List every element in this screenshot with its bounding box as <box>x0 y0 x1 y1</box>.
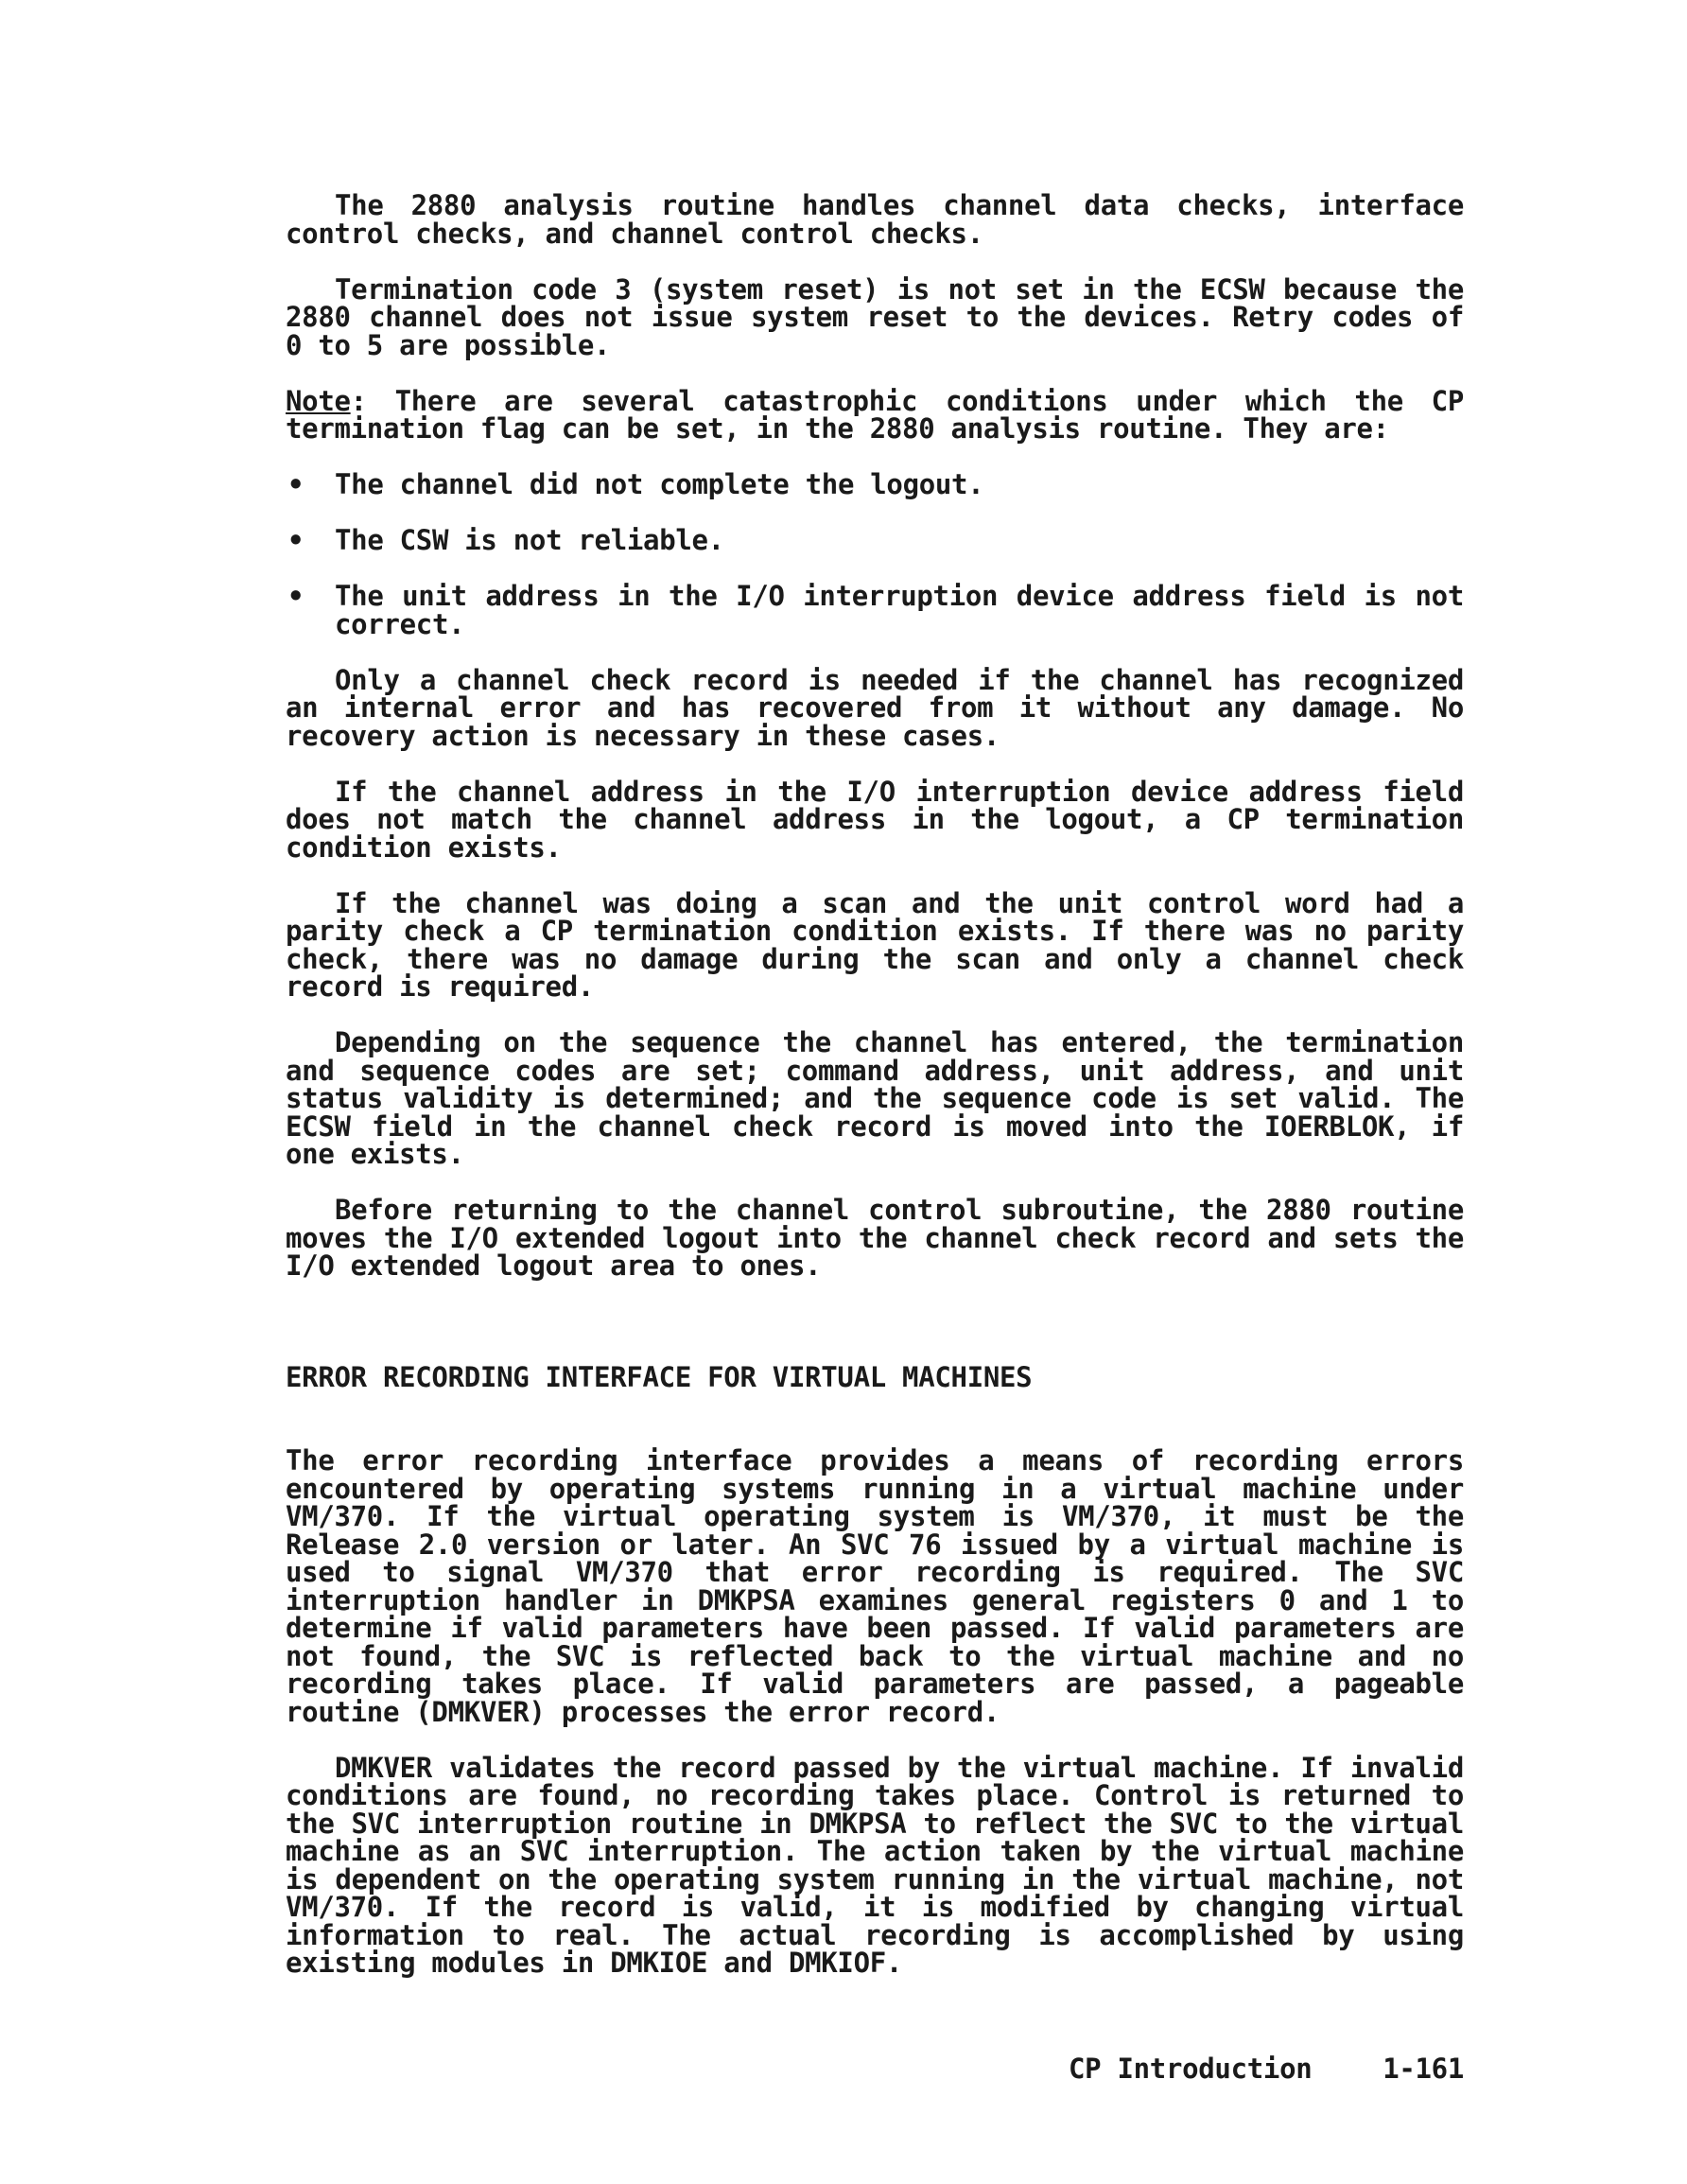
note-label: Note <box>286 384 351 417</box>
bullet-icon: • <box>287 580 304 612</box>
page-footer <box>1069 2055 1464 2084</box>
body-paragraph: Before returning to the channel control subroutine, the 2880 routine moves the I/O extended logout into the channel check record and sets the I/O extended logout area to ones. <box>286 1194 1464 1282</box>
footer-section-title: CP Introduction <box>1069 2053 1313 2085</box>
body-paragraph: Depending on the sequence the channel has entered, the termination and sequence codes are set; command address, unit address, and unit status validity is determined; and the sequence code is set valid. The ECSW field in the channel check record is moved into the IOERBLOK, if one exists. <box>286 1026 1464 1170</box>
body-paragraph: Only a channel check record is needed if the channel has recognized an internal error and has recovered from it without any damage. No recovery action is necessary in these cases. <box>286 663 1464 752</box>
page-number: 1-161 <box>1383 2053 1464 2085</box>
list-item <box>286 468 1464 500</box>
body-paragraph: If the channel was doing a scan and the unit control word had a parity check a CP termination condition exists. If there was no parity check, there was no damage during the scan and only a channel check record is required. <box>286 886 1464 1003</box>
body-paragraph: DMKVER validates the record passed by the virtual machine. If invalid conditions are found, no recording takes place. Control is returned to the SVC interruption routine in DMKPSA to reflect the SVC to the virtual machine as an SVC interruption. The action taken by the virtual machine is dependent on the operating system running in the virtual machine, not VM/370. If the record is valid, it is modified by changing virtual information to real. The actual recording is accomplished by using existing modules in DMKIOE and DMKIOF. <box>286 1751 1464 1979</box>
bullet-icon: • <box>287 468 304 500</box>
list-item-text: The CSW is not reliable. <box>335 524 724 556</box>
list-item <box>286 580 1464 640</box>
list-item-text: The channel did not complete the logout. <box>335 468 984 500</box>
bullet-icon: • <box>287 524 304 556</box>
condition-list <box>286 468 1464 640</box>
body-paragraph: The 2880 analysis routine handles channel data checks, interface control checks, and channel control checks. <box>286 189 1464 250</box>
body-paragraph: The error recording interface provides a means of recording errors encountered by operating systems running in a virtual machine under VM/370. If the virtual operating system is VM/370, it must be the Release 2.0 version or later. An SVC 76 issued by a virtual machine is used to signal VM/370 that error recording is required. The SVC interruption handler in DMKPSA examines general registers 0 and 1 to determine if valid parameters have been passed. If valid parameters are not found, the SVC is reflected back to the virtual machine and no recording takes place. If valid parameters are passed, a pageable routine (DMKVER) processes the error record. <box>286 1444 1464 1728</box>
body-paragraph: Termination code 3 (system reset) is not set in the ECSW because the 2880 channel does not issue system reset to the devices. Retry codes of 0 to 5 are possible. <box>286 272 1464 361</box>
section-heading: ERROR RECORDING INTERFACE FOR VIRTUAL MACHINES <box>286 1360 1033 1393</box>
list-item <box>286 524 1464 556</box>
body-paragraph: If the channel address in the I/O interruption device address field does not match the channel address in the logout, a CP termination condition exists. <box>286 775 1464 864</box>
note-paragraph <box>286 384 1464 445</box>
note-text: : There are several catastrophic conditions under which the CP termination flag can be set, in the 2880 analysis routine. They are: <box>286 384 1464 445</box>
document-page <box>286 189 1464 2005</box>
list-item-text: The unit address in the I/O interruption device address field is not correct. <box>335 580 1464 640</box>
